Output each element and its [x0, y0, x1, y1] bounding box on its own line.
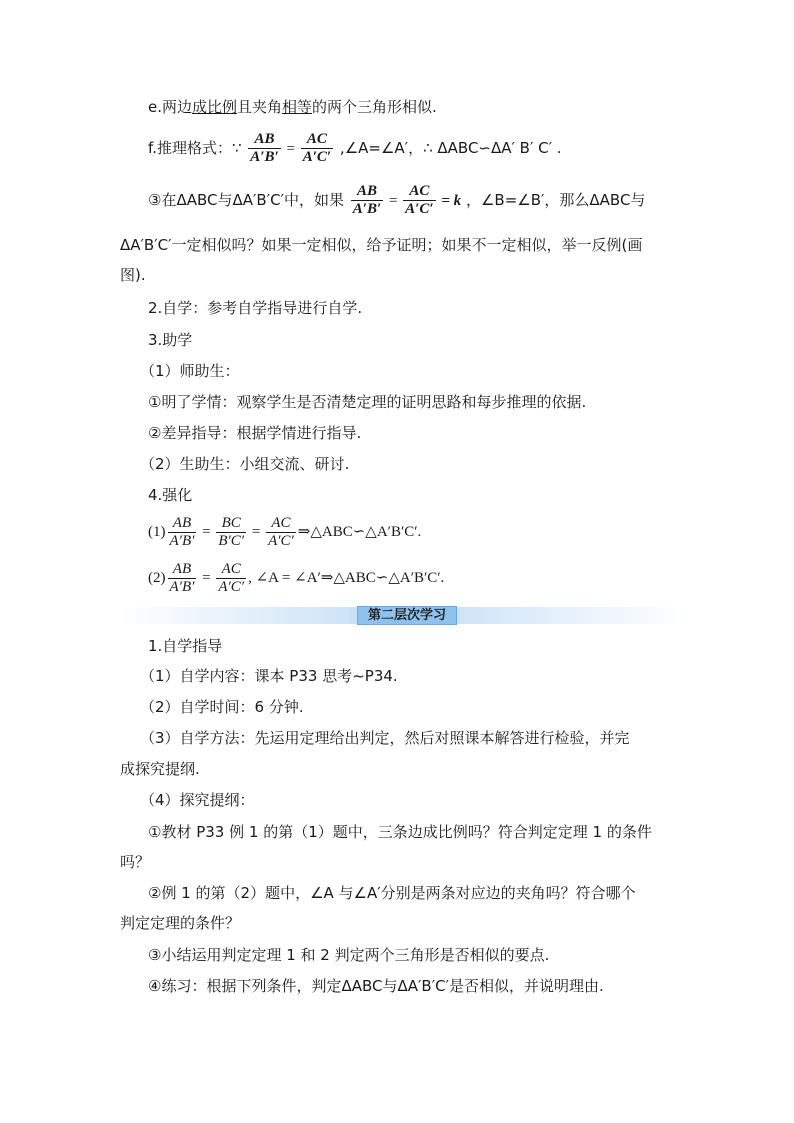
step-3-help-study: 3.助学: [148, 331, 193, 349]
self-study-method-cont: 成探究提纲.: [120, 760, 200, 778]
formula-2-index: (2): [148, 570, 166, 586]
step-2-self-study: 2.自学：参考自学指导进行自学.: [148, 299, 363, 317]
question-3-line-2: ΔA′B′C′一定相似吗？如果一定相似，给予证明；如果不一定相似，举一反例(画: [120, 236, 643, 254]
question-3-line-3: 图).: [120, 266, 146, 284]
step-4-reinforce: 4.强化: [148, 486, 193, 504]
criterion-e-line: [148, 97, 437, 117]
equals-sign: =: [282, 141, 299, 157]
criterion-e-underlined-proportional: 成比例: [192, 98, 238, 116]
outline-item-2: ②例 1 的第（2）题中，∠A 与∠A′分别是两条对应边的夹角吗？符合哪个: [148, 884, 636, 902]
differentiated-guidance: ②差异指导：根据学情进行指导.: [148, 424, 362, 442]
fraction-ab-over-a1b1: $\frac{AB}{A'B'}$: [352, 183, 382, 217]
criterion-e-text-3: 的两个三角形相似.: [312, 98, 437, 116]
formula-2: (2) $\frac{AB}{A'B'}$ = $\frac{AC}{A'C'}$ , ∠A = ∠A′⇒△ABC∽△A′B′C′.: [148, 561, 445, 596]
reasoning-format-line: [148, 128, 562, 169]
question-3-text: ③在ΔABC与ΔA′B′C′中，如果: [148, 191, 349, 209]
criterion-e-text-2: 且夹角: [237, 98, 283, 116]
outline-item-2-cont: 判定定理的条件？: [120, 914, 241, 932]
self-study-guide-heading: 1.自学指导: [148, 637, 223, 655]
criterion-e-text: e.两边: [148, 98, 192, 116]
fraction-ac-over-a1c1: $\frac{AC}{A'C'}$: [405, 183, 434, 217]
fraction-ab-over-a1b1: $\frac{AB}{A'B'}$: [250, 131, 279, 165]
teacher-helps-student: （1）师助生：: [140, 362, 240, 380]
outline-item-4: ④练习：根据下列条件，判定ΔABC与ΔA′B′C′是否相似，并说明理由.: [148, 977, 604, 995]
outline-item-3: ③小结运用判定定理 1 和 2 判定两个三角形是否相似的要点.: [148, 946, 550, 964]
self-study-time: （2）自学时间：6 分钟.: [140, 698, 304, 716]
exploration-outline-heading: （4）探究提纲：: [140, 791, 255, 809]
ratio-k: = k: [437, 193, 462, 209]
fraction-ab: $\frac{AB}{A'B'}$: [169, 515, 195, 550]
equals-sign: =: [385, 193, 402, 209]
fraction-ac: $\frac{AC}{A'C'}$: [268, 515, 294, 550]
formula-1: (1) $\frac{AB}{A'B'}$ = $\frac{BC}{B'C'}$ = $\frac{AC}{A'C'}$ ⇒△ABC∽△A′B′C′.: [148, 515, 422, 550]
fraction-ab: $\frac{AB}{A'B'}$: [169, 561, 195, 596]
outline-item-1-cont: 吗？: [120, 853, 151, 871]
understand-situation: ①明了学情：观察学生是否清楚定理的证明思路和每步推理的依据.: [148, 393, 587, 411]
fraction-bc: $\frac{BC}{B'C'}$: [218, 515, 245, 550]
reasoning-format-tail: ,∠A=∠A′，∴ ΔABC∽ΔA′ B′ C′ .: [335, 139, 562, 157]
outline-item-1: ①教材 P33 例 1 的第（1）题中，三条边成比例吗？符合判定定理 1 的条件: [148, 823, 652, 841]
question-3-line-1: [148, 180, 645, 221]
fraction-ac: $\frac{AC}{A'C'}$: [218, 561, 245, 596]
criterion-e-underlined-equal: 相等: [282, 98, 313, 116]
formula-1-conclusion: ⇒△ABC∽△A′B′C′.: [297, 524, 422, 540]
self-study-method: （3）自学方法：先运用定理给出判定，然后对照课本解答进行检验，并完: [140, 729, 630, 747]
reasoning-format-label: f.推理格式：∵: [148, 139, 247, 157]
formula-1-index: (1): [148, 524, 166, 540]
student-helps-student: （2）生助生：小组交流、研讨.: [140, 455, 350, 473]
fraction-ac-over-a1c1: $\frac{AC}{A'C'}$: [302, 131, 332, 165]
self-study-content: （1）自学内容：课本 P33 思考~P34.: [140, 667, 398, 685]
question-3-text-2: ，∠B=∠B′，那么ΔABC与: [461, 191, 646, 209]
section-banner-title: 第二层次学习: [357, 606, 457, 625]
formula-2-conclusion: , ∠A = ∠A′⇒△ABC∽△A′B′C′.: [248, 570, 445, 586]
